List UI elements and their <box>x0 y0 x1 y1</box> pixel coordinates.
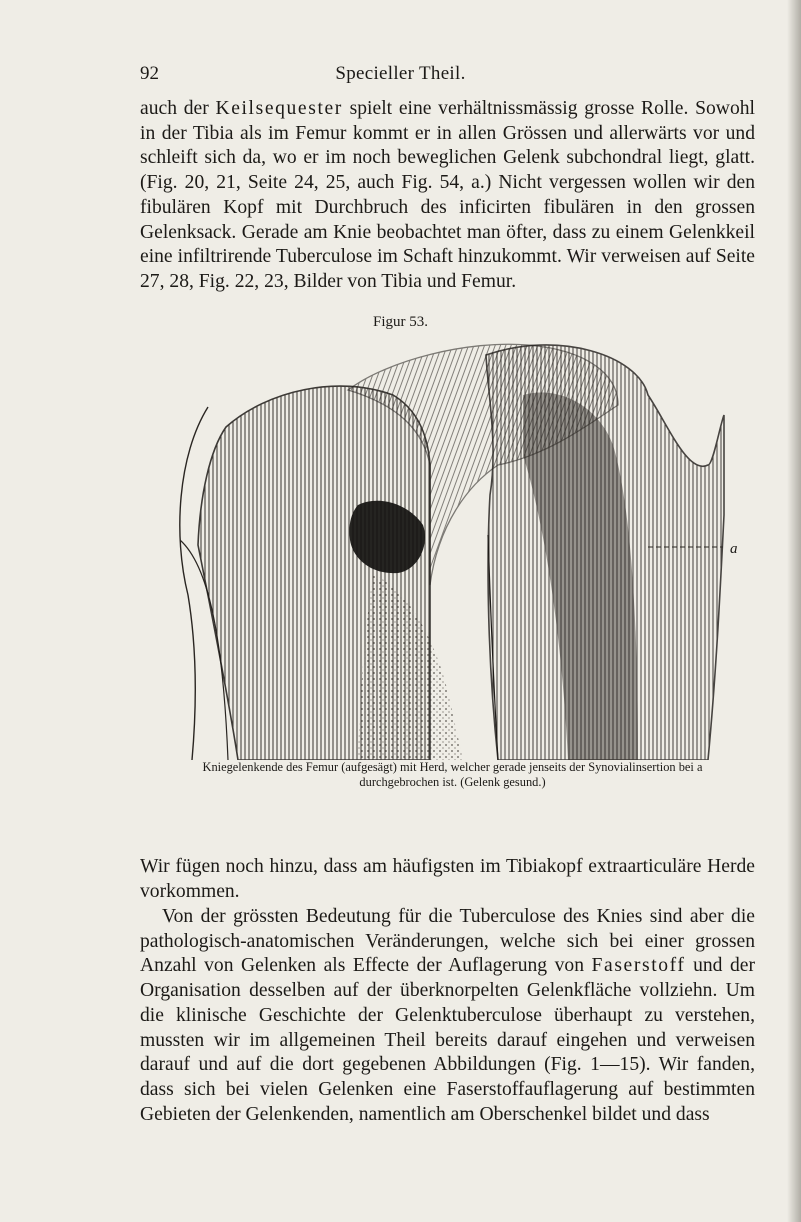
figure-letter-a: a <box>730 541 738 557</box>
spaced-term-faserstoff: Faserstoff <box>591 955 686 977</box>
paragraph-3-part-1: Von der grössten Bedeutung für die Tuberculose des Knies sind aber die pathologisch-anatomischen Veränderungen, welche sich bei einer grossen Anzahl von Gelenken als Effecte der Auflagerung von <box>140 906 755 977</box>
figure-caption: Kniegelenkende des Femur (aufgesägt) mit Herd, welcher gerade jenseits der Synovialinsertion bei a durchgebrochen ist. (Gelenk gesund.) <box>202 760 703 789</box>
paragraph-3-part-2: und der Organisation desselben auf der überknorpelten Gelenkfläche vollziehn. Um die klinische Geschichte der Gelenktuberculose überhaupt zu verstehen, mussten wir im allgemeinen Theil bereits darauf eingehen und verweisen darauf und auf die dort gegebenen Abbildungen (Fig. 1—15). Wir fanden, dass sich bei vielen Gelenken eine Faserstoffauflagerung auf bestimmten Gebieten der Gelenkenden, namentlich am Oberschenkel bildet und dass <box>140 955 755 1125</box>
running-head: Specieller Theil. <box>335 63 466 84</box>
paragraph-2: Wir fügen noch hinzu, dass am häufigsten im Tibiakopf extraarticuläre Herde vorkommen. <box>140 856 755 902</box>
figure-label: Figur 53. <box>372 314 428 330</box>
figure-femur-illustration <box>168 335 758 760</box>
femur-section-drawing <box>168 335 758 760</box>
paragraph-3 <box>140 905 755 1127</box>
paragraph-1 <box>140 97 755 295</box>
page-number: 92 <box>140 63 159 84</box>
paragraph-1-lead: auch der <box>140 98 216 119</box>
page-edge-shadow <box>787 0 801 1222</box>
paragraph-1-rest: spielt eine verhältnissmässig grosse Rolle. Sowohl in der Tibia als im Femur kommt er in allen Grössen und allerwärts vor und schleift sich da, wo er im noch beweglichen Gelenk subchondral liegt, glatt. (Fig. 20, 21, Seite 24, 25, auch Fig. 54, a.) Nicht vergessen wollen wir den fibulären Kopf mit Durchbruch des inficirten fibulären in den grossen Gelenksack. Gerade am Knie beobachtet man öfter, dass zu einem Gelenkkeil eine infiltrirende Tuberculose im Schaft hinzukommt. Wir verweisen auf Seite 27, 28, Fig. 22, 23, Bilder von Tibia und Femur. <box>140 98 755 292</box>
page-header <box>0 63 801 89</box>
spaced-term-keilsequester: Keilsequester <box>215 98 343 119</box>
